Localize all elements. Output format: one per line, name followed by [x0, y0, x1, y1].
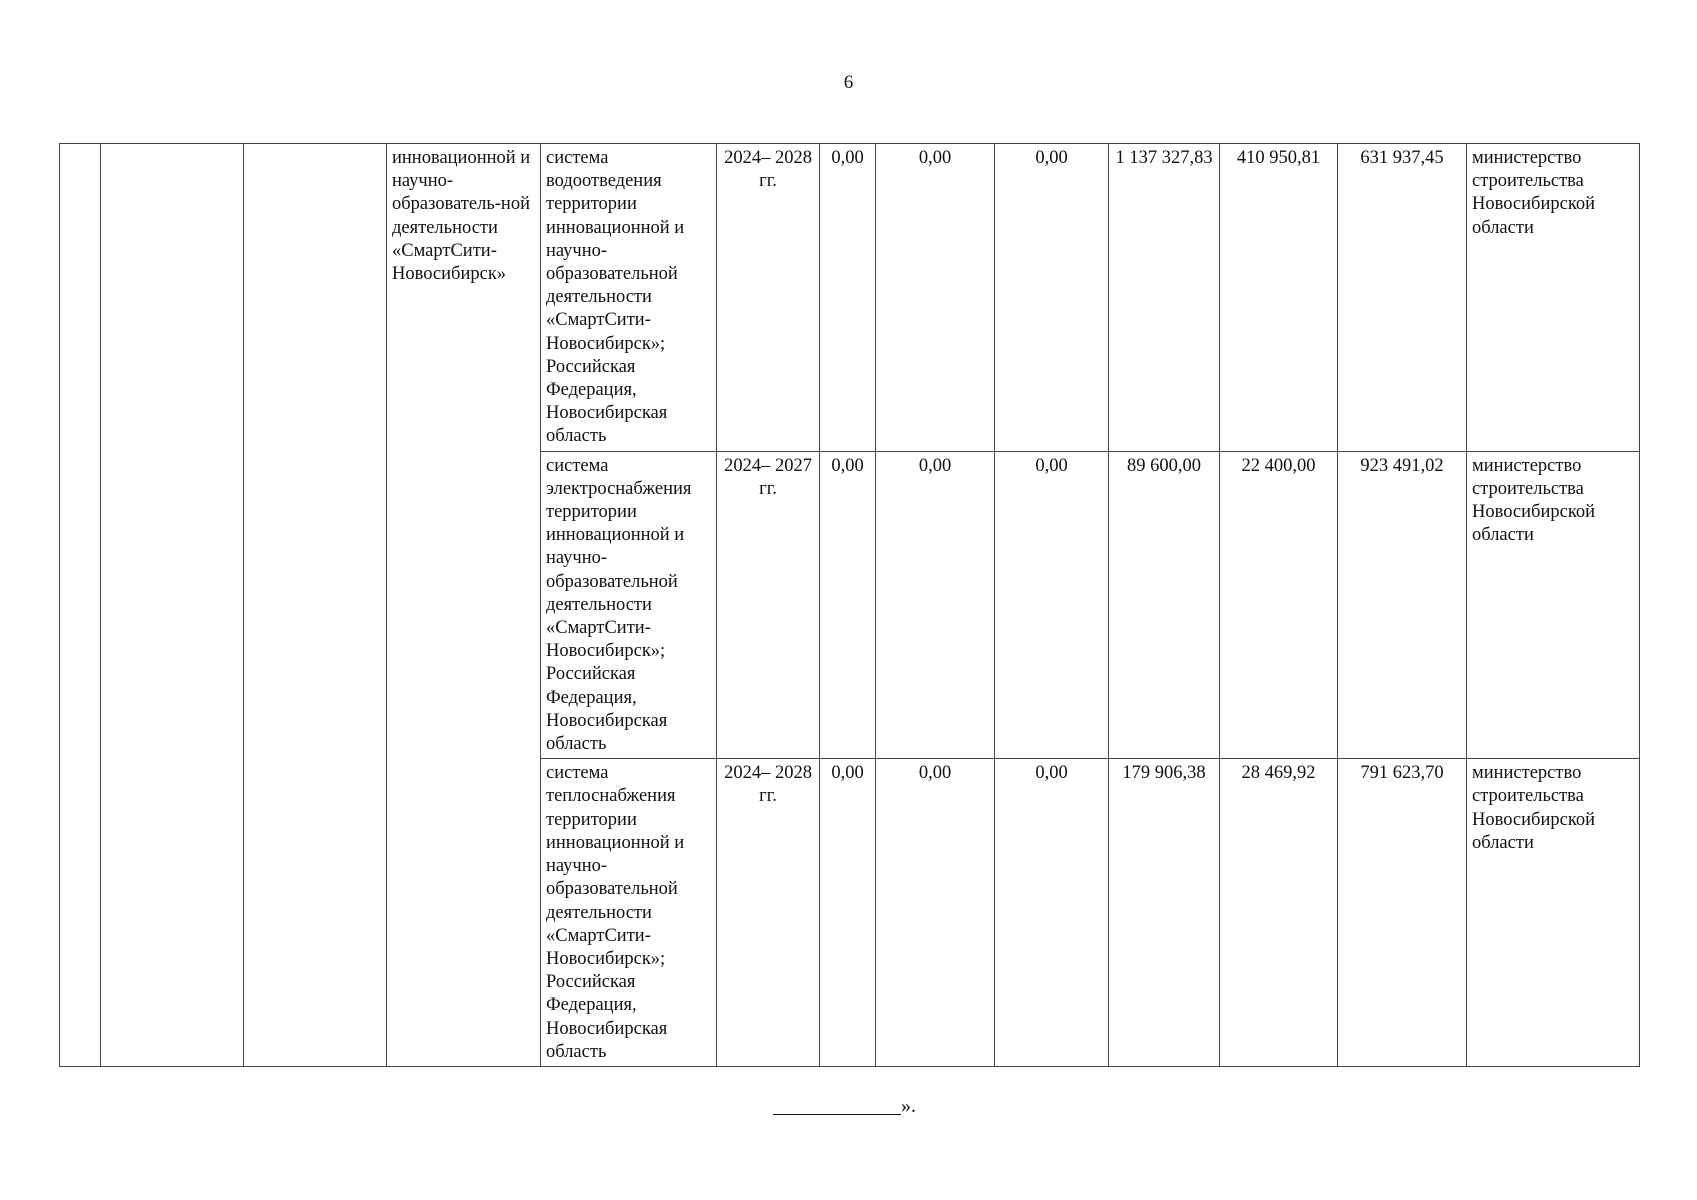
cell-value-4: 179 906,38	[1109, 759, 1220, 1067]
cell-value-6: 791 623,70	[1338, 759, 1467, 1067]
investment-table	[59, 143, 1640, 1067]
closing-mark	[773, 1095, 916, 1118]
cell-period: 2024– 2027 гг.	[717, 451, 820, 759]
cell-responsible: министерство строительства Новосибирской области	[1467, 759, 1640, 1067]
cell-object-name: система водоотведения территории инновационной и научно-образовательной деятельности «СмартСити-Новосибирск»; Российская Федерация, Новосибирская область	[541, 144, 717, 452]
page-number: 6	[843, 72, 854, 93]
cell-value-3: 0,00	[995, 759, 1109, 1067]
cell-value-2: 0,00	[876, 451, 995, 759]
table-row	[60, 144, 1640, 452]
cell-period: 2024– 2028 гг.	[717, 144, 820, 452]
cell-value-4: 1 137 327,83	[1109, 144, 1220, 452]
cell-value-5: 28 469,92	[1220, 759, 1338, 1067]
cell-value-1: 0,00	[820, 144, 876, 452]
cell-responsible: министерство строительства Новосибирской области	[1467, 144, 1640, 452]
cell-value-6: 923 491,02	[1338, 451, 1467, 759]
cell-period: 2024– 2028 гг.	[717, 759, 820, 1067]
closing-quote: ».	[901, 1095, 916, 1117]
cell-object-name: система теплоснабжения территории инновационной и научно-образовательной деятельности «СмартСити-Новосибирск»; Российская Федерация, Новосибирская область	[541, 759, 717, 1067]
cell-value-1: 0,00	[820, 759, 876, 1067]
cell-value-1: 0,00	[820, 451, 876, 759]
cell-value-6: 631 937,45	[1338, 144, 1467, 452]
cell-value-3: 0,00	[995, 451, 1109, 759]
cell-value-5: 410 950,81	[1220, 144, 1338, 452]
cell-value-4: 89 600,00	[1109, 451, 1220, 759]
cell-value-2: 0,00	[876, 759, 995, 1067]
cell-object-name: система электроснабжения территории инновационной и научно-образовательной деятельности «СмартСити-Новосибирск»; Российская Федерация, Новосибирская область	[541, 451, 717, 759]
cell-empty-col1	[60, 144, 101, 1067]
cell-empty-col2	[101, 144, 244, 1067]
cell-responsible: министерство строительства Новосибирской области	[1467, 451, 1640, 759]
cell-value-5: 22 400,00	[1220, 451, 1338, 759]
cell-value-3: 0,00	[995, 144, 1109, 452]
cell-value-2: 0,00	[876, 144, 995, 452]
cell-empty-col3	[244, 144, 387, 1067]
signature-rule	[773, 1096, 901, 1115]
cell-territory-name: инновационной и научно-образователь-ной деятельности «СмартСити-Новосибирск»	[387, 144, 541, 1067]
